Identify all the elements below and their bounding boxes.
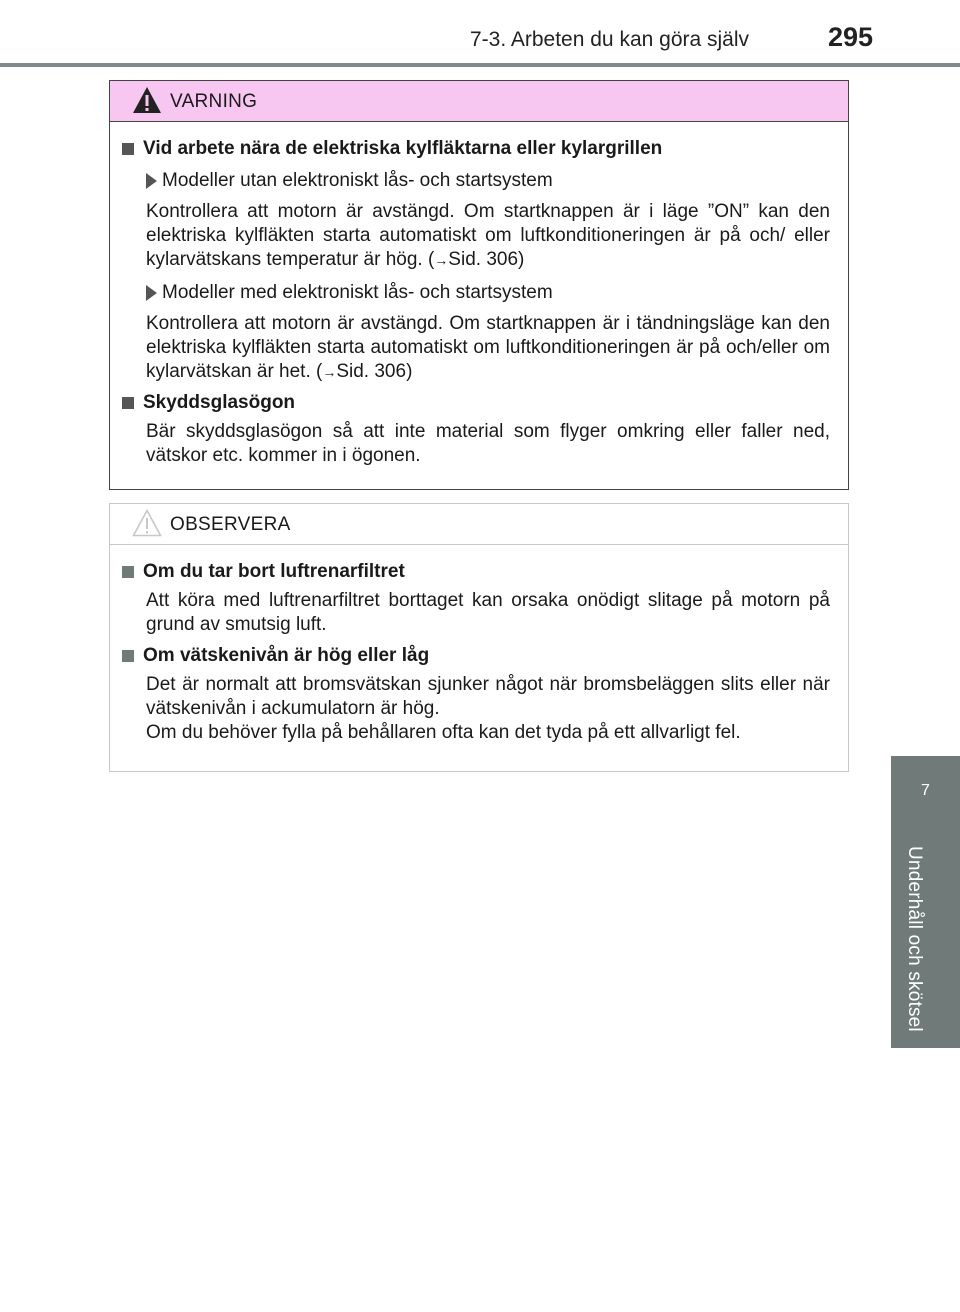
page-number: 295 bbox=[828, 22, 874, 52]
item-heading-text: Om vätskenivån är hög eller låg bbox=[143, 645, 430, 666]
item-heading-text: Skyddsglasögon bbox=[143, 392, 296, 413]
square-bullet-icon bbox=[122, 143, 134, 155]
paragraph bbox=[146, 312, 830, 384]
warning-box-title: VARNING bbox=[170, 91, 258, 112]
paragraph-text: Kontrollera att motorn är avstängd. Om startknappen är i läge ”ON” kan den elektriska kylfläkten starta automatiskt om luftkonditioneringen är på och/ eller kylarvätskans temperatur är hög. ( bbox=[146, 201, 830, 270]
page-reference-link[interactable]: Sid. 306) bbox=[448, 249, 525, 270]
chapter-tab[interactable] bbox=[891, 756, 960, 838]
item-heading-text: Om du tar bort luftrenarfiltret bbox=[143, 561, 405, 582]
paragraph bbox=[146, 200, 830, 272]
page-header-section: 7-3. Arbeten du kan göra själv bbox=[470, 28, 750, 51]
item-heading-text: Vid arbete nära de elektriska kylfläktarna eller kylargrillen bbox=[143, 138, 663, 159]
paragraph: Att köra med luftrenarfiltret borttaget kan orsaka onödigt slitage på motorn på grund av smutsig luft. bbox=[146, 590, 830, 635]
paragraph: Bär skyddsglasögon så att inte material som flyger omkring eller faller ned, vätskor etc. kommer in i ögonen. bbox=[146, 421, 830, 466]
square-bullet-icon bbox=[122, 650, 134, 662]
chapter-number: 7 bbox=[921, 782, 930, 799]
notice-box-title: OBSERVERA bbox=[170, 514, 291, 535]
notice-box-header bbox=[110, 504, 848, 545]
notice-box-body bbox=[110, 545, 848, 745]
chapter-tab-body bbox=[891, 838, 960, 1048]
item-heading bbox=[120, 561, 830, 583]
sub-item-label: Modeller med elektroniskt lås- och startsystem bbox=[162, 282, 553, 303]
right-arrow-icon: → bbox=[434, 252, 449, 268]
sub-item-label: Modeller utan elektroniskt lås- och startsystem bbox=[162, 170, 553, 191]
sub-item bbox=[146, 170, 830, 192]
right-arrow-icon: → bbox=[322, 364, 337, 380]
warning-triangle-icon bbox=[132, 86, 162, 114]
item-heading bbox=[120, 138, 830, 160]
right-triangle-icon bbox=[146, 173, 157, 189]
paragraph-line: Det är normalt att bromsvätskan sjunker något när bromsbeläggen slits eller när vätskenivån i ackumulatorn är hög. bbox=[146, 674, 830, 719]
warning-triangle-outline-icon bbox=[132, 509, 162, 537]
paragraph bbox=[146, 673, 830, 745]
warning-box bbox=[109, 80, 849, 490]
header-rule bbox=[0, 63, 960, 67]
square-bullet-icon bbox=[122, 397, 134, 409]
paragraph-line: Om du behöver fylla på behållaren ofta kan det tyda på ett allvarligt fel. bbox=[146, 722, 741, 743]
paragraph-text: Kontrollera att motorn är avstängd. Om startknappen är i tändningsläge kan den elektriska kylfläkten starta automatiskt om luftkonditioneringen är på och/eller om kylarvätskan är het. ( bbox=[146, 313, 830, 382]
notice-box bbox=[109, 503, 849, 772]
item-heading bbox=[120, 645, 830, 667]
square-bullet-icon bbox=[122, 566, 134, 578]
warning-box-header bbox=[110, 81, 848, 122]
chapter-title: Underhåll och skötsel bbox=[904, 846, 925, 1032]
item-heading bbox=[120, 392, 830, 414]
right-triangle-icon bbox=[146, 285, 157, 301]
warning-box-body bbox=[110, 122, 848, 468]
page-reference-link[interactable]: Sid. 306) bbox=[336, 361, 413, 382]
sub-item bbox=[146, 282, 830, 304]
